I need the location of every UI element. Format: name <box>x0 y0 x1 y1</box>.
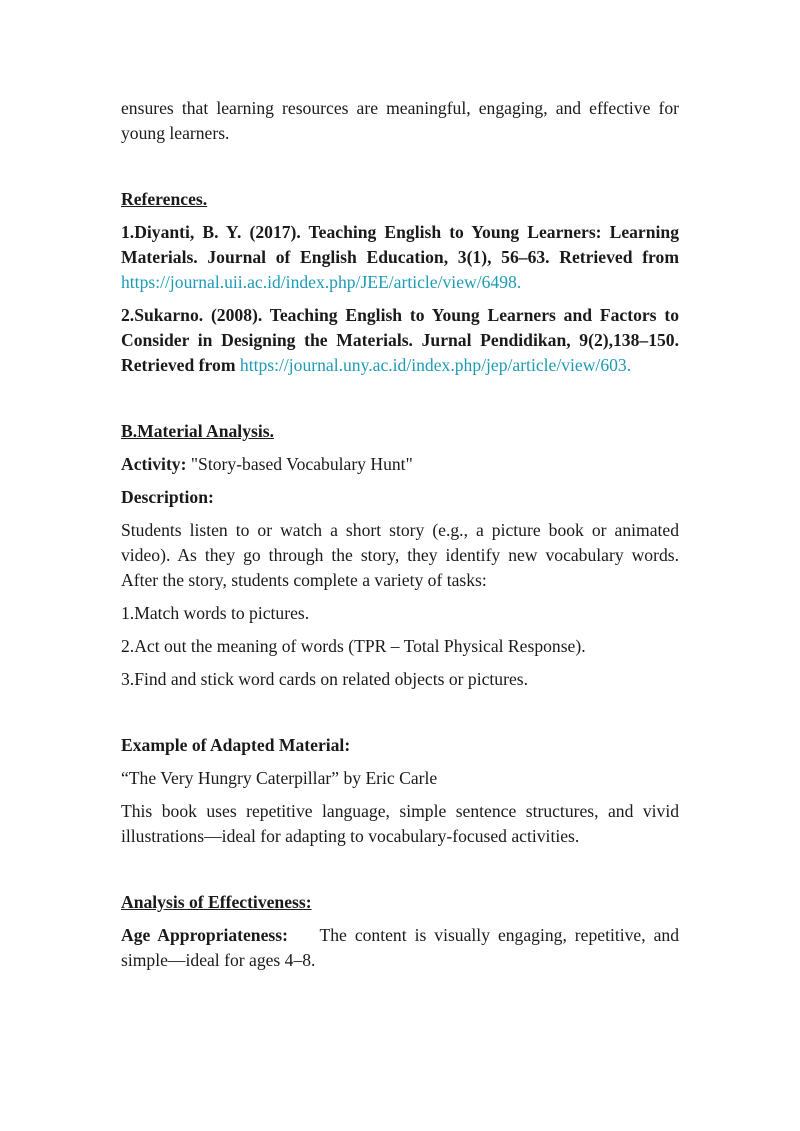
reference-2-link[interactable]: https://journal.uny.ac.id/index.php/jep/article/view/603. <box>239 355 632 375</box>
task-item-2: 2.Act out the meaning of words (TPR – Total Physical Response). <box>121 636 586 656</box>
activity-line <box>121 452 679 477</box>
reference-item-1 <box>121 220 679 295</box>
adapted-material-heading: Example of Adapted Material: <box>121 735 351 755</box>
material-analysis-heading: B.Material Analysis. <box>121 421 274 441</box>
references-heading: References. <box>121 189 208 209</box>
intro-paragraph: ensures that learning resources are meaningful, engaging, and effective for young learners. <box>121 98 679 143</box>
document-page <box>121 96 679 973</box>
adapted-material-paragraph: This book uses repetitive language, simple sentence structures, and vivid illustrations—ideal for adapting to vocabulary-focused activities. <box>121 801 679 846</box>
reference-item-2 <box>121 303 679 378</box>
age-appropriateness-text: The content is visually engaging, repetitive, and simple—ideal for ages 4–8. <box>121 925 679 970</box>
reference-1-text: 1.Diyanti, B. Y. (2017). Teaching English to Young Learners: Learning Materials. Journal of English Education, 3(1), 56–63. Retrieved from <box>121 222 679 267</box>
description-paragraph: Students listen to or watch a short story (e.g., a picture book or animated video). As they go through the story, they identify new vocabulary words. After the story, students complete a variety of tasks: <box>121 520 679 590</box>
age-appropriateness-paragraph <box>121 923 679 973</box>
reference-1-link[interactable]: https://journal.uii.ac.id/index.php/JEE/article/view/6498. <box>121 272 522 292</box>
task-item-3: 3.Find and stick word cards on related objects or pictures. <box>121 669 528 689</box>
task-item-1: 1.Match words to pictures. <box>121 603 310 623</box>
book-title: “The Very Hungry Caterpillar” by Eric Carle <box>121 768 438 788</box>
description-label: Description: <box>121 487 214 507</box>
activity-value: "Story-based Vocabulary Hunt" <box>190 454 413 474</box>
reference-2-text: 2.Sukarno. (2008). Teaching English to Young Learners and Factors to Consider in Designing the Materials. Jurnal Pendidikan, 9(2),138–150. Retrieved from <box>121 305 679 375</box>
age-appropriateness-label: Age Appropriateness: <box>121 925 288 945</box>
activity-label: Activity: <box>121 454 187 474</box>
effectiveness-heading: Analysis of Effectiveness: <box>121 892 312 912</box>
